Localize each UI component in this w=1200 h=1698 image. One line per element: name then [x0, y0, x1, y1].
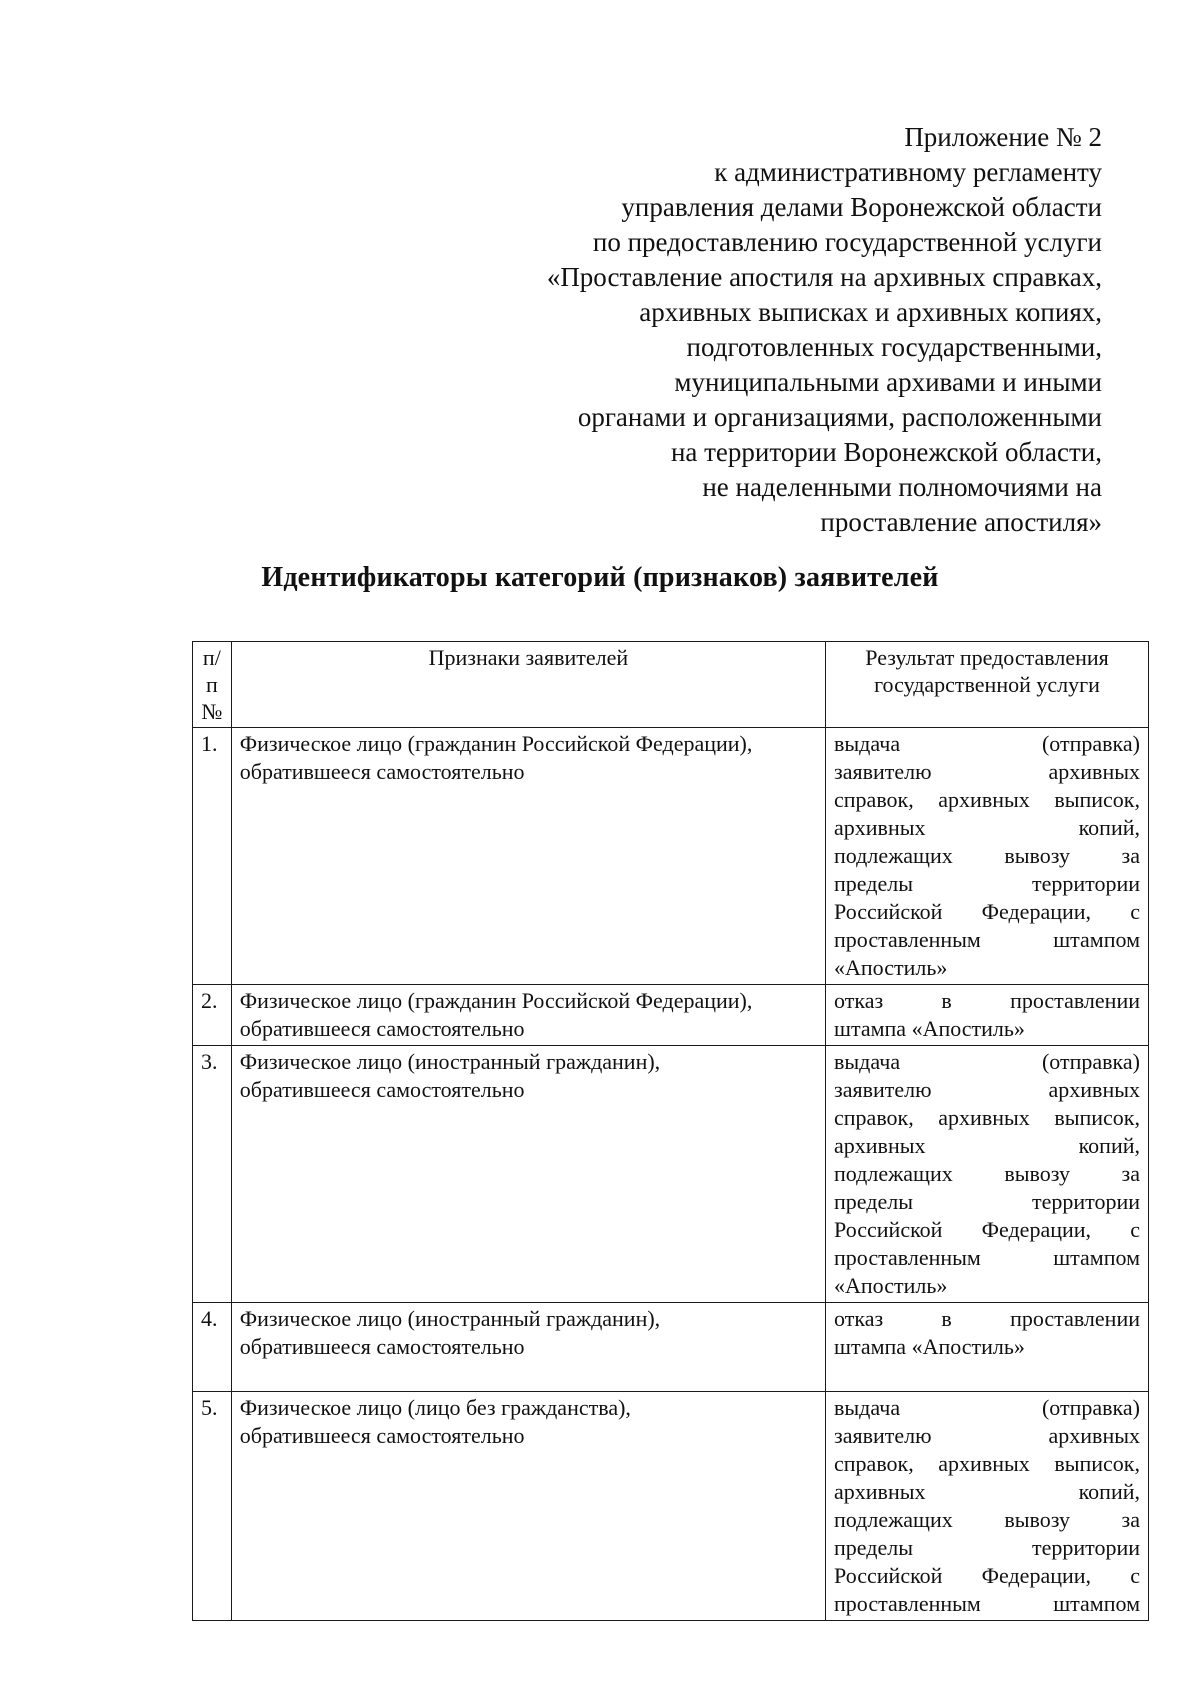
row-number: 1. — [193, 728, 232, 985]
result-line: справок, архивных выписок, — [834, 1451, 1140, 1476]
result-line: пределы территории — [834, 871, 1140, 896]
table-row — [193, 985, 1149, 1046]
result-line: справок, архивных выписок, — [834, 787, 1140, 812]
row-applicant-sign — [231, 728, 825, 985]
result-line: Российской Федерации, с — [834, 899, 1140, 924]
appendix-line: к административному регламенту — [714, 157, 1102, 187]
row-applicant-sign — [231, 1392, 825, 1621]
sign-line: Физическое лицо (иностранный гражданин), — [239, 1306, 661, 1331]
table-row — [193, 1046, 1149, 1303]
row-result — [826, 1392, 1149, 1621]
result-line: пределы территории — [834, 1189, 1140, 1214]
row-number: 4. — [193, 1303, 232, 1392]
appendix-line: управления делами Воронежской области — [621, 192, 1102, 222]
row-number: 5. — [193, 1392, 232, 1621]
appendix-line: Приложение № 2 — [904, 122, 1102, 152]
appendix-line: на территории Воронежской области, — [670, 437, 1102, 467]
result-line: Российской Федерации, с — [834, 1217, 1140, 1242]
sign-line: Физическое лицо (гражданин Российской Федерации), — [239, 731, 753, 756]
result-line: заявителю архивных — [834, 1423, 1140, 1448]
row-applicant-sign — [231, 1046, 825, 1303]
result-line: архивных копий, — [834, 1133, 1140, 1158]
row-number: 3. — [193, 1046, 232, 1303]
result-line: проставленным штампом — [834, 1591, 1140, 1616]
row-result — [826, 728, 1149, 985]
table-header-row — [193, 642, 1149, 728]
result-line: проставленным штампом — [834, 927, 1140, 952]
result-line: архивных копий, — [834, 815, 1140, 840]
column-header-result — [826, 642, 1149, 728]
result-line: заявителю архивных — [834, 1077, 1140, 1102]
applicant-categories-table — [192, 641, 1149, 1621]
appendix-line: подготовленных государственными, — [686, 332, 1102, 362]
sign-line: Физическое лицо (лицо без гражданства), — [239, 1395, 631, 1420]
header-result-line1: Результат предоставления — [865, 645, 1109, 670]
result-line: архивных копий, — [834, 1479, 1140, 1504]
appendix-line: муниципальными архивами и иными — [674, 367, 1102, 397]
result-line: отказ в проставлении — [834, 1306, 1140, 1331]
result-line: штампа «Апостиль» — [834, 1016, 1025, 1041]
appendix-line: проставление апостиля» — [820, 507, 1102, 537]
sign-line: обратившееся самостоятельно — [239, 1334, 525, 1359]
result-line: проставленным штампом — [834, 1245, 1140, 1270]
result-line: справок, архивных выписок, — [834, 1105, 1140, 1130]
result-line: выдача (отправка) — [834, 1395, 1140, 1420]
row-applicant-sign — [231, 1303, 825, 1392]
table-row — [193, 1392, 1149, 1621]
appendix-line: по предоставлению государственной услуги — [592, 227, 1102, 257]
appendix-line: не наделенными полномочиями на — [702, 472, 1102, 502]
sign-line: Физическое лицо (иностранный гражданин), — [239, 1049, 661, 1074]
row-result — [826, 1046, 1149, 1303]
result-line: заявителю архивных — [834, 759, 1140, 784]
header-number-line1: п/п — [202, 645, 221, 697]
column-header-number — [193, 642, 232, 728]
result-line: «Апостиль» — [834, 1273, 948, 1298]
appendix-line: архивных выписках и архивных копиях, — [639, 297, 1102, 327]
table-row — [193, 728, 1149, 985]
result-line: пределы территории — [834, 1535, 1140, 1560]
header-result-line2: государственной услуги — [874, 672, 1100, 697]
appendix-heading — [342, 120, 1102, 540]
result-line: подлежащих вывозу за — [834, 843, 1140, 868]
column-header-signs — [231, 642, 825, 728]
result-line: выдача (отправка) — [834, 1049, 1140, 1074]
result-line: Российской Федерации, с — [834, 1563, 1140, 1588]
header-signs-label: Признаки заявителей — [428, 645, 629, 670]
result-line: подлежащих вывозу за — [834, 1161, 1140, 1186]
result-line: штампа «Апостиль» — [834, 1334, 1025, 1359]
document-title: Идентификаторы категорий (признаков) заявителей — [261, 562, 939, 593]
row-result — [826, 985, 1149, 1046]
row-result — [826, 1303, 1149, 1392]
sign-line: Физическое лицо (гражданин Российской Федерации), — [239, 988, 753, 1013]
sign-line: обратившееся самостоятельно — [239, 1423, 525, 1448]
appendix-line: органами и организациями, расположенными — [577, 402, 1102, 432]
row-number: 2. — [193, 985, 232, 1046]
sign-line: обратившееся самостоятельно — [239, 759, 525, 784]
result-line: выдача (отправка) — [834, 731, 1140, 756]
result-line: «Апостиль» — [834, 955, 948, 980]
appendix-line: «Проставление апостиля на архивных справках, — [546, 262, 1102, 292]
result-line: подлежащих вывозу за — [834, 1507, 1140, 1532]
sign-line: обратившееся самостоятельно — [239, 1077, 525, 1102]
header-number-line2: № — [201, 699, 223, 724]
row-applicant-sign — [231, 985, 825, 1046]
result-line: отказ в проставлении — [834, 988, 1140, 1013]
sign-line: обратившееся самостоятельно — [239, 1016, 525, 1041]
table-row — [193, 1303, 1149, 1392]
